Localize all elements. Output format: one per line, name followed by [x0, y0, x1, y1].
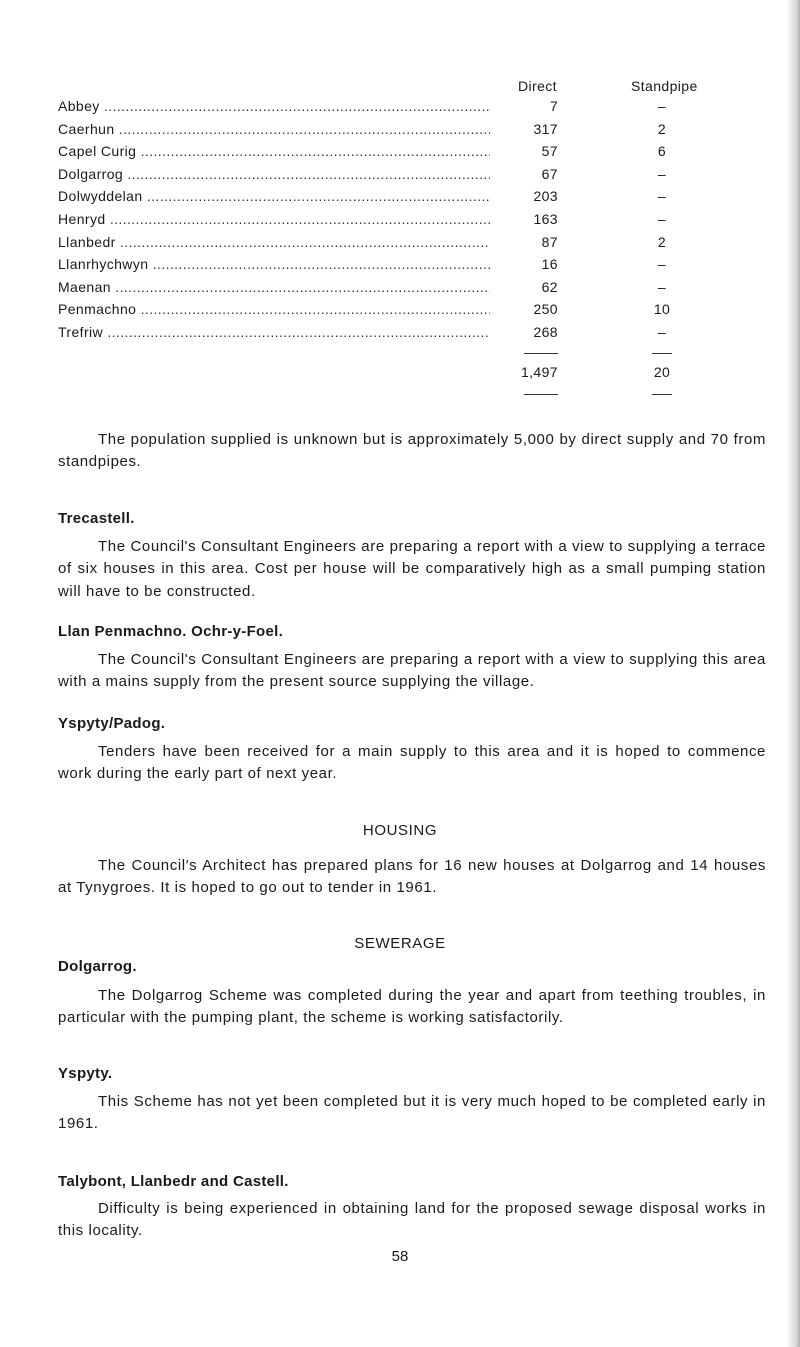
housing-title: HOUSING [362, 822, 438, 839]
total-direct: 1,497 [520, 364, 558, 380]
row-direct: 62 [541, 278, 558, 295]
row-standpipe: – [657, 323, 667, 340]
row-standpipe: – [657, 278, 667, 295]
page-number: 58 [391, 1248, 409, 1265]
llan-penmachno-paragraph: The Council's Consultant Engineers are preparing a report with a view to supplying this area with a mains supply from the present source supplying the village. [58, 651, 766, 691]
row-standpipe: 6 [657, 143, 667, 160]
row-name: Capel Curig ..... [58, 143, 490, 159]
page-edge-shadow [786, 0, 800, 1347]
dolgarrog-heading: Dolgarrog. [58, 958, 137, 975]
row-direct: 268 [533, 323, 558, 340]
table-row [58, 211, 758, 234]
row-name: Penmachno ..... [58, 301, 490, 317]
row-name: Henryd ..... [58, 211, 490, 227]
rule-standpipe-top [652, 353, 672, 354]
table-row [58, 121, 758, 144]
housing-paragraph: The Council's Architect has prepared plans for 16 new houses at Dolgarrog and 14 houses at Tynygroes. It is hoped to go out to tender in 1961. [58, 857, 766, 897]
rule-direct-top [524, 353, 558, 354]
row-direct: 317 [533, 120, 558, 137]
row-standpipe: – [657, 98, 667, 114]
header-standpipe: Standpipe [631, 78, 698, 94]
row-name: Llanbedr ..... [58, 234, 490, 250]
rule-direct-bottom [524, 394, 558, 395]
table-row [58, 98, 758, 121]
row-standpipe: – [657, 210, 667, 227]
table-row [58, 188, 758, 211]
table-row [58, 324, 758, 347]
llan-penmachno-heading: Llan Penmachno. Ochr-y-Foel. [58, 623, 284, 640]
yspyty-padog-heading: Yspyty/Padog. [58, 715, 166, 732]
table-row [58, 234, 758, 257]
table-row [58, 143, 758, 166]
dolgarrog-paragraph: The Dolgarrog Scheme was completed during the year and apart from teething troubles, in particular with the pumping plant, the scheme is working satisfactorily. [58, 987, 766, 1027]
table-header [58, 78, 758, 98]
table-body [58, 98, 758, 347]
table-row [58, 166, 758, 189]
yspyty-heading: Yspyty. [58, 1065, 113, 1082]
row-standpipe: – [657, 188, 667, 205]
trecastell-paragraph: The Council's Consultant Engineers are preparing a report with a view to supplying a terrace of six houses in this area. Cost per house will be comparatively high as a small pumping station will have to be constructed. [58, 538, 766, 600]
yspyty-paragraph: This Scheme has not yet been completed but it is very much hoped to be completed early in 1961. [58, 1093, 766, 1133]
rule-standpipe-bottom [652, 394, 672, 395]
yspyty-padog-paragraph: Tenders have been received for a main supply to this area and it is hoped to commence work during the early part of next year. [58, 743, 766, 783]
row-name: Dolwyddelan ..... [58, 188, 490, 204]
sewerage-title: SEWERAGE [354, 935, 446, 952]
row-direct: 87 [541, 233, 558, 250]
row-standpipe: – [657, 256, 667, 273]
row-name: Dolgarrog ..... [58, 166, 490, 182]
row-direct: 57 [541, 143, 558, 160]
population-paragraph: The population supplied is unknown but is approximately 5,000 by direct supply and 70 from standpipes. [58, 431, 766, 471]
row-name: Caerhun ..... [58, 121, 490, 137]
row-standpipe: 2 [657, 120, 667, 137]
row-name: Llanrhychwyn ..... [58, 256, 490, 272]
row-name: Trefriw ..... [58, 324, 490, 340]
row-standpipe: – [657, 165, 667, 182]
table-row [58, 301, 758, 324]
table-row [58, 256, 758, 279]
table-row [58, 279, 758, 302]
row-direct: 250 [533, 301, 558, 318]
row-name: Abbey ..... [58, 98, 490, 114]
header-direct: Direct [518, 78, 557, 94]
row-name: Maenan ..... [58, 279, 490, 295]
talybont-paragraph: Difficulty is being experienced in obtaining land for the proposed sewage disposal works in this locality. [58, 1200, 766, 1240]
row-direct: 67 [541, 165, 558, 182]
row-standpipe: 2 [657, 233, 667, 250]
row-standpipe: 10 [653, 301, 671, 318]
trecastell-heading: Trecastell. [58, 510, 135, 527]
row-direct: 163 [533, 210, 558, 227]
row-direct: 7 [549, 98, 558, 114]
row-direct: 16 [541, 256, 558, 273]
talybont-heading: Talybont, Llanbedr and Castell. [58, 1173, 289, 1190]
row-direct: 203 [533, 188, 558, 205]
total-standpipe: 20 [653, 364, 671, 380]
